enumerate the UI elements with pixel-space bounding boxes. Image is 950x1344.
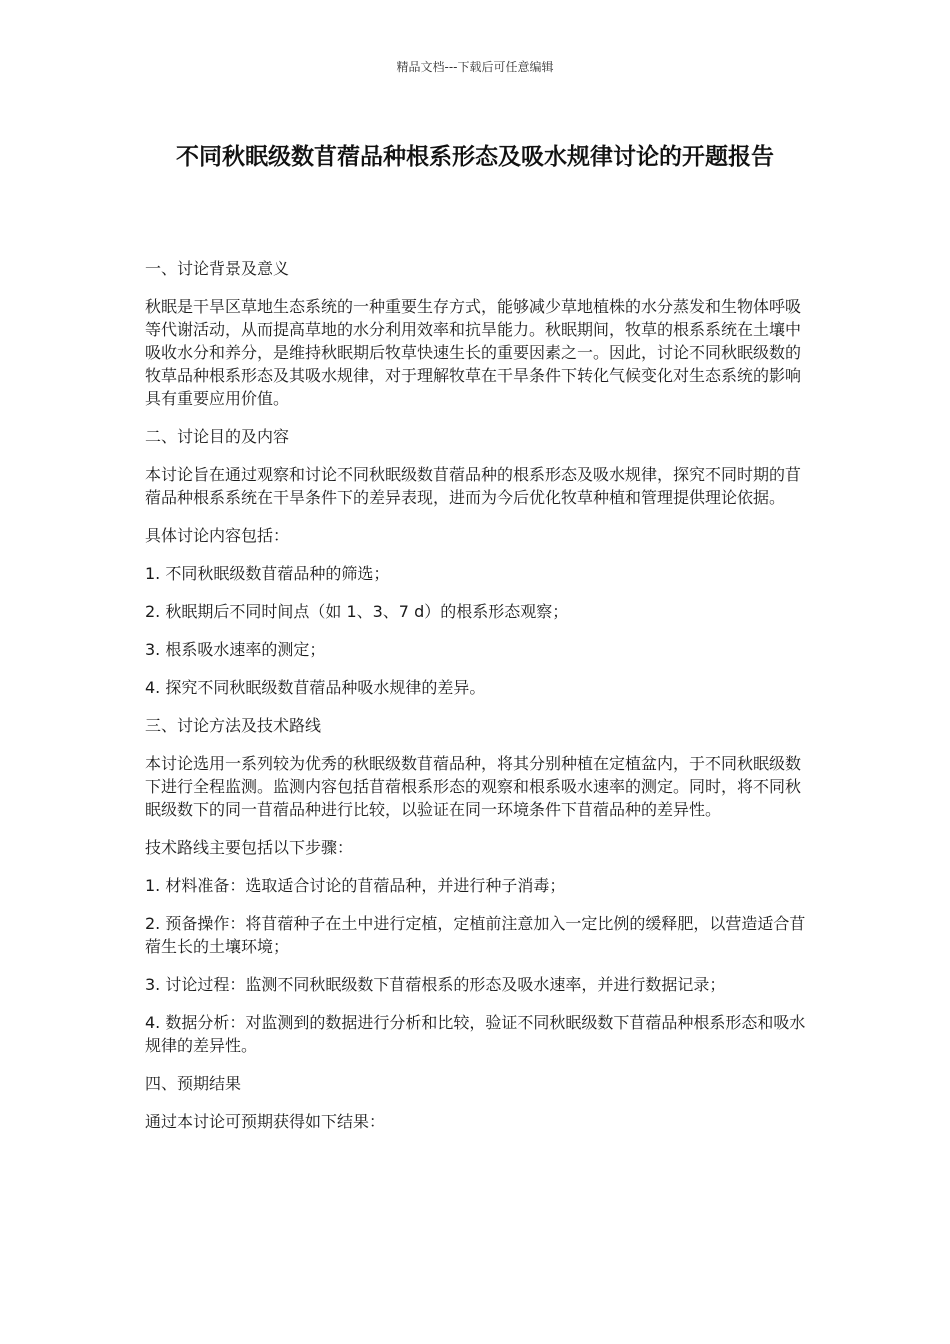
page-header-watermark: 精品文档---下载后可任意编辑 [396,60,554,74]
purpose-intro: 具体讨论内容包括： [145,526,290,545]
section-heading-background: 一、讨论背景及意义 [145,259,290,278]
document-title: 不同秋眠级数苜蓿品种根系形态及吸水规律讨论的开题报告 [176,144,774,170]
section-heading-methods: 三、讨论方法及技术路线 [145,716,322,735]
section-heading-results: 四、预期结果 [145,1074,242,1093]
results-intro: 通过本讨论可预期获得如下结果： [145,1112,386,1131]
document-body [145,257,810,1148]
list-item: 2. 预备操作：将苜蓿种子在土中进行定植，定植前注意加入一定比例的缓释肥，以营造适合苜蓿生长的土壤环境； [145,914,806,956]
list-item: 1. 材料准备：选取适合讨论的苜蓿品种，并进行种子消毒； [145,876,566,895]
list-item: 1. 不同秋眠级数苜蓿品种的筛选； [145,564,390,583]
background-paragraph: 秋眠是干旱区草地生态系统的一种重要生存方式，能够减少草地植株的水分蒸发和生物体呼吸等代谢活动，从而提高草地的水分利用效率和抗旱能力。秋眠期间，牧草的根系系统在土壤中吸收水分和养分，是维持秋眠期后牧草快速生长的重要因素之一。因此，讨论不同秋眠级数的牧草品种根系形态及其吸水规律，对于理解牧草在干旱条件下转化气候变化对生态系统的影响具有重要应用价值。 [145,297,802,408]
list-item: 3. 讨论过程：监测不同秋眠级数下苜蓿根系的形态及吸水速率，并进行数据记录； [145,975,726,994]
section-heading-purpose: 二、讨论目的及内容 [145,427,290,446]
methods-paragraph: 本讨论选用一系列较为优秀的秋眠级数苜蓿品种，将其分别种植在定植盆内，于不同秋眠级数下进行全程监测。监测内容包括苜蓿根系形态的观察和根系吸水速率的测定。同时，将不同秋眠级数下的同一苜蓿品种进行比较，以验证在同一环境条件下苜蓿品种的差异性。 [145,754,802,819]
list-item: 3. 根系吸水速率的测定； [145,640,326,659]
methods-intro: 技术路线主要包括以下步骤： [145,838,354,857]
list-item: 4. 数据分析：对监测到的数据进行分析和比较，验证不同秋眠级数下苜蓿品种根系形态和吸水规律的差异性。 [145,1013,806,1055]
list-item: 2. 秋眠期后不同时间点（如 1、3、7 d）的根系形态观察； [145,602,569,621]
purpose-paragraph: 本讨论旨在通过观察和讨论不同秋眠级数苜蓿品种的根系形态及吸水规律，探究不同时期的苜蓿品种根系系统在干旱条件下的差异表现，进而为今后优化牧草种植和管理提供理论依据。 [145,465,802,507]
list-item: 4. 探究不同秋眠级数苜蓿品种吸水规律的差异。 [145,678,486,697]
